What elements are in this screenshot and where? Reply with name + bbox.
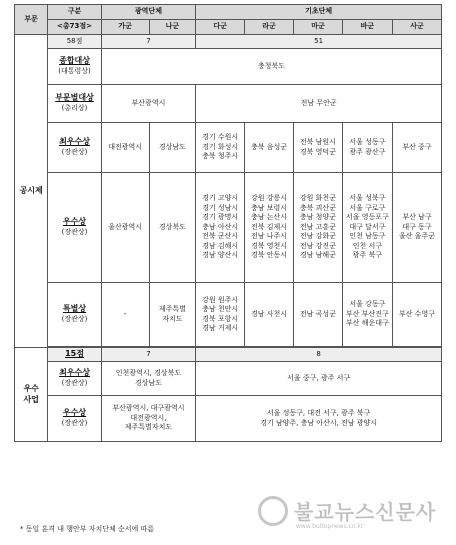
cell-line: 전북 김제시 [251,222,288,231]
header-col-ba: 바군 [342,20,392,35]
watermark-url: www.bultopnews.co.kr [296,523,364,530]
cell-line: 전남 강진군 [299,241,336,250]
cell-line: 경기 수원시 [202,133,239,142]
cell-line: 부산 해운대구 [346,319,389,328]
header-col-sa: 사군 [392,20,441,35]
excellent-prize-label [48,173,101,283]
cell-line: 경북 영천시 [251,241,288,250]
cell-line: 전북 남원시 [299,138,336,147]
best-prize-title: 최우수상 [59,137,90,147]
special-prize-label [48,283,101,347]
header-col-ma: 마군 [294,20,343,35]
excellent-prize-sub: (장관상) [61,228,88,237]
cell-line: 대전광역시 [108,142,142,151]
header-col-na: 나군 [149,20,196,35]
cell-line: 경상북도 [158,222,186,231]
best-prize-label [48,123,101,173]
cell-line: 충남 천안시 [202,305,239,314]
excellent-prize-ra [245,173,294,283]
award-table [14,4,442,442]
best-prize-na [149,123,196,173]
best-prize-da [196,123,245,173]
watermark-text: 불교뉴스신문사 [294,500,437,524]
watermark-logo [256,490,446,534]
special-prize-ma [294,283,343,347]
cell-line: 서울 성동구 [349,138,386,147]
section-project-label: 우수 사업 [15,348,48,442]
cell-line: 인천 서구 [352,241,383,250]
cell-line: 강원 원주시 [202,295,239,304]
project-excellent-basic [196,396,442,442]
sector-prize-title: 부문별대상 [55,93,94,103]
cell-line: 경북 포항시 [202,314,239,323]
cell-line: 전남 고흥군 [299,222,336,231]
grand-prize-sub: (대통령상) [58,67,91,76]
project-best-basic [196,362,442,396]
sector-prize-metro: 부산광역시 [101,85,195,123]
cell-line: 광주 북구 [352,251,383,260]
cell-line: 경남 사천시 [251,309,288,318]
cell-line: 서울 구로구 [349,203,386,212]
excellent-prize-na [149,173,196,283]
cell-line: 부산 남구 [402,213,432,222]
cell-line: 경남 남해군 [299,251,336,260]
cell-line: 전남 강화군 [299,232,336,241]
cell-line: 충북 음성군 [251,142,288,151]
project-best-sub: (장관상) [61,379,88,388]
section-public-label: 공시제 [15,35,48,348]
cell-line: - [123,309,127,318]
header-division: 구분 [48,5,101,20]
grand-prize-title: 종합대상 [59,56,90,66]
sector-prize-basic: 전남 무안군 [196,85,442,123]
cell-line: 경기 남양주, 충남 아산시, 전남 광양시 [260,418,378,427]
special-prize-da [196,283,245,347]
cell-line: 충남 아산시 [202,222,239,231]
excellent-prize-ga [101,173,149,283]
cell-line: 자치도 [162,314,183,323]
cell-line: 부산 수영구 [398,309,435,318]
project-score: 15점 [48,348,101,362]
public-score-basic: 51 [196,35,442,49]
cell-line: 부산 중구 [402,142,432,151]
cell-line: 경기 화성시 [202,142,239,151]
sector-prize-sub: (총리상) [61,104,88,113]
project-score-basic: 8 [196,348,442,362]
cell-line: 경기 고양시 [202,194,239,203]
cell-line: 경남 거제시 [202,323,239,332]
best-prize-ga [101,123,149,173]
cell-line: 강원 화천군 [299,194,336,203]
cell-line: 서울 영등포구 [346,213,389,222]
cell-line: 경북 영덕군 [299,147,336,156]
cell-line: 충북 청주시 [202,152,239,161]
special-prize-sub: (장관상) [61,315,88,324]
project-excellent-label [48,396,101,442]
grand-prize-value: 충청북도 [101,49,441,85]
excellent-prize-sa [392,173,441,283]
cell-line: 강원 강릉시 [251,194,288,203]
project-excellent-title: 우수상 [62,408,87,418]
cell-line: 광주 광산구 [349,147,386,156]
cell-line: 전남 곡성군 [299,309,336,318]
cell-line: 서울 성북구 [349,194,386,203]
footnote: * 동일 훈격 내 행안부 자치단체 순서에 따름 [20,525,155,533]
cell-line: 경남 양산시 [202,251,239,260]
cell-line: 전북 군산시 [202,232,239,241]
header-col-ra: 라군 [245,20,294,35]
special-prize-title: 특별상 [62,304,87,314]
cell-line: 대구 동구 [402,222,432,231]
project-excellent-sub: (장관상) [61,419,88,428]
header-col-ga: 가군 [101,20,149,35]
cell-line: 경상남도 [134,378,162,387]
best-prize-sub: (장관상) [61,148,88,157]
cell-line: 경기 광명시 [202,213,239,222]
cell-line: 울산광역시 [108,222,142,231]
cell-line: 대구 달서구 [349,222,386,231]
cell-line: 울산 울주군 [398,232,435,241]
special-prize-ra [245,283,294,347]
cell-line: 서울 성동구, 대전 서구, 광주 북구 [266,409,371,418]
watermark-circle-icon [258,496,288,526]
special-prize-sa [392,283,441,347]
cell-line: 제주특별자치도 [124,423,173,432]
excellent-prize-ba [342,173,392,283]
excellent-prize-ma [294,173,343,283]
project-best-metro [101,362,195,396]
header-total: <총73점> [48,20,101,35]
cell-line: 전남 나주시 [251,232,288,241]
cell-line: 충남 논산시 [251,213,288,222]
sector-prize-label [48,85,101,123]
special-prize-na [149,283,196,347]
cell-line: 제주특별 [158,305,186,314]
cell-line: 인천광역시, 경상북도 [115,369,182,378]
cell-line: 서울 강동구 [349,300,386,309]
cell-line: 경기 성남시 [202,203,239,212]
cell-line: 충북 괴산군 [299,203,336,212]
cell-line: 경북 안동시 [251,251,288,260]
header-category: 부문 [15,5,48,35]
best-prize-ba [342,123,392,173]
header-col-da: 다군 [196,20,245,35]
cell-line: 인천 남동구 [349,232,386,241]
header-basic: 기초단체 [196,5,442,20]
cell-line: 충남 보령시 [251,203,288,212]
project-score-metro: 7 [101,348,195,362]
cell-line: 부산광역시, 대구광역시 [112,404,185,413]
best-prize-sa [392,123,441,173]
special-prize-ba [342,283,392,347]
public-score-metro: 7 [101,35,195,49]
cell-line: 충남 청양군 [299,213,336,222]
cell-line: 경남 김해시 [202,241,239,250]
cell-line: 경상남도 [158,142,186,151]
cell-line: 서울 중구, 광주 서구 [287,373,351,382]
grand-prize-label [48,49,101,85]
excellent-prize-da [196,173,245,283]
best-prize-ma [294,123,343,173]
cell-line: 부산 부산진구 [346,309,389,318]
project-best-title: 최우수상 [59,368,90,378]
excellent-prize-title: 우수상 [62,217,87,227]
project-excellent-metro [101,396,195,442]
header-metro: 광역단체 [101,5,195,20]
cell-line: 대전광역시, [130,413,167,422]
best-prize-ra [245,123,294,173]
special-prize-ga [101,283,149,347]
public-score: 58점 [48,35,101,49]
project-best-label [48,362,101,396]
